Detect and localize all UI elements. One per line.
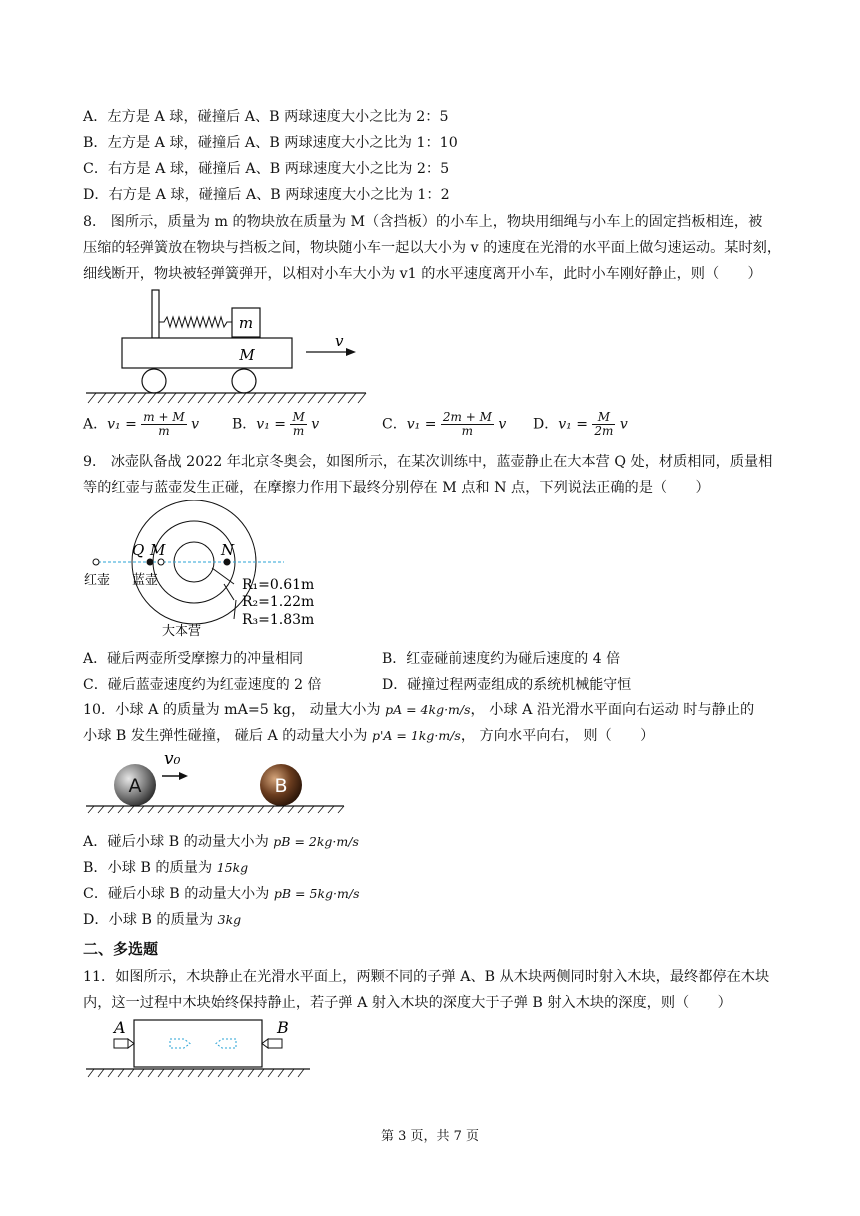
baffle xyxy=(152,290,159,338)
wheel-right xyxy=(232,369,256,393)
q8-option-a: A．v₁ = $\frac{m + M}{m}$ v xyxy=(83,410,200,438)
section-title: 二、多选题 xyxy=(83,940,159,958)
q7-option-c: C．右方是 A 球，碰撞后 A、B 两球速度大小之比为 2：5 xyxy=(83,161,450,177)
label-q: Q xyxy=(132,541,145,559)
label-blue-stone: 蓝壶 xyxy=(132,573,159,588)
leader-r1 xyxy=(212,568,234,584)
leader-r2 xyxy=(224,584,234,600)
q8-option-d: D．v₁ = $\frac{M}{2m}$ v xyxy=(533,410,628,438)
red-stone-start xyxy=(93,559,99,565)
q8-cart-figure xyxy=(84,287,374,409)
q7-option-b: B．左方是 A 球，碰撞后 A、B 两球速度大小之比为 1：10 xyxy=(83,135,458,151)
label-r2: R₂=1.22m xyxy=(242,594,315,610)
point-n xyxy=(224,559,231,566)
label-house: 大本营 xyxy=(162,624,202,639)
q9-option-a: A．碰后两壶所受摩擦力的冲量相同 xyxy=(83,651,304,667)
cart-body xyxy=(122,338,292,368)
q8-stem-line-3: 细线断开，物块被轻弹簧弹开，以相对小车大小为 v1 的水平速度离开小车，此时小车刚好静止，则（ ） xyxy=(83,266,762,282)
ground-hatch xyxy=(88,393,366,403)
label-r1: R₁=0.61m xyxy=(242,577,315,593)
q10-stem-line-1: 10．小球 A 的质量为 mA=5 kg， 动量大小为 pA = 4kg·m/s， 小球 A 沿光滑水平面向右运动 时与静止的 xyxy=(83,702,755,718)
q10-option-c: C．碰后小球 B 的动量大小为 pB = 5kg·m/s xyxy=(83,886,360,902)
label-n: N xyxy=(221,541,235,559)
ball-b-label: B xyxy=(274,775,288,797)
q10-balls-figure xyxy=(84,746,346,814)
point-q xyxy=(147,559,154,566)
bullet-b-icon xyxy=(268,1039,282,1048)
q9-stem-line-2: 等的红壶与蓝壶发生正碰，在摩擦力作用下最终分别停在 M 点和 N 点，下列说法正确的是（ ） xyxy=(83,480,710,496)
q8-stem-line-2: 压缩的轻弹簧放在物块与挡板之间，物块随小车一起以大小为 v 的速度在光滑的水平面上做匀速运动。某时刻， xyxy=(83,240,782,256)
velocity-label: v xyxy=(335,332,344,350)
label-red-stone: 红壶 xyxy=(84,573,111,588)
wheel-left xyxy=(142,369,166,393)
q10-option-b: B．小球 B 的质量为 15kg xyxy=(83,860,249,876)
spring-icon xyxy=(159,317,232,327)
label-b: B xyxy=(277,1018,289,1037)
q9-option-c: C．碰后蓝壶速度约为红壶速度的 2 倍 xyxy=(83,677,322,693)
block-label: m xyxy=(238,314,254,332)
q10-option-d: D．小球 B 的质量为 3kg xyxy=(83,912,242,928)
q7-option-d: D．右方是 A 球，碰撞后 A、B 两球速度大小之比为 1：2 xyxy=(83,187,450,203)
label-a: A xyxy=(114,1018,126,1037)
ball-a-label: A xyxy=(128,775,142,797)
q9-option-b: B．红壶碰前速度约为碰后速度的 4 倍 xyxy=(382,651,621,667)
arrow-head-icon xyxy=(179,772,188,780)
q11-stem-line-2: 内，这一过程中木块始终保持静止，若子弹 A 射入木块的深度大于子弹 B 射入木块的深度，则（ ） xyxy=(83,995,732,1011)
label-r3: R₃=1.83m xyxy=(242,612,315,628)
arrow-head-icon xyxy=(346,348,356,356)
q9-stem-line-1: 9． 冰壶队备战 2022 年北京冬奥会，如图所示，在某次训练中，蓝壶静止在大本营 Q 处，材质相同，质量相 xyxy=(83,454,773,470)
q9-option-d: D．碰撞过程两壶组成的系统机械能守恒 xyxy=(382,677,632,693)
page-footer: 第 3 页，共 7 页 xyxy=(380,1129,480,1144)
bullet-a-icon xyxy=(114,1039,128,1048)
point-m xyxy=(158,559,164,565)
q8-stem-line-1: 8． 图所示，质量为 m 的物块放在质量为 M（含挡板）的小车上，物块用细绳与小车上的固定挡板相连，被 xyxy=(83,214,763,230)
q11-stem-line-1: 11．如图所示，木块静止在光滑水平面上，两颗不同的子弹 A、B 从木块两侧同时射入木块，最终都停在木块 xyxy=(83,969,770,985)
q9-curling-figure xyxy=(84,500,344,642)
v0-label: v₀ xyxy=(164,749,181,769)
ground-hatch xyxy=(88,806,344,813)
wood-block xyxy=(134,1020,262,1067)
ground-hatch xyxy=(88,1069,304,1077)
label-m: M xyxy=(150,541,166,559)
q8-option-c: C．v₁ = $\frac{2m + M}{m}$ v xyxy=(382,410,507,438)
q7-option-a: A．左方是 A 球，碰撞后 A、B 两球速度大小之比为 2：5 xyxy=(83,109,449,125)
q10-option-a: A．碰后小球 B 的动量大小为 pB = 2kg·m/s xyxy=(83,834,359,850)
q11-block-figure xyxy=(84,1015,314,1081)
cart-label: M xyxy=(239,346,255,364)
q8-option-b: B．v₁ = $\frac{M}{m}$ v xyxy=(232,410,320,438)
q10-stem-line-2: 小球 B 发生弹性碰撞， 碰后 A 的动量大小为 p'A = 1kg·m/s， 方向水平向右， 则（ ） xyxy=(83,728,655,744)
